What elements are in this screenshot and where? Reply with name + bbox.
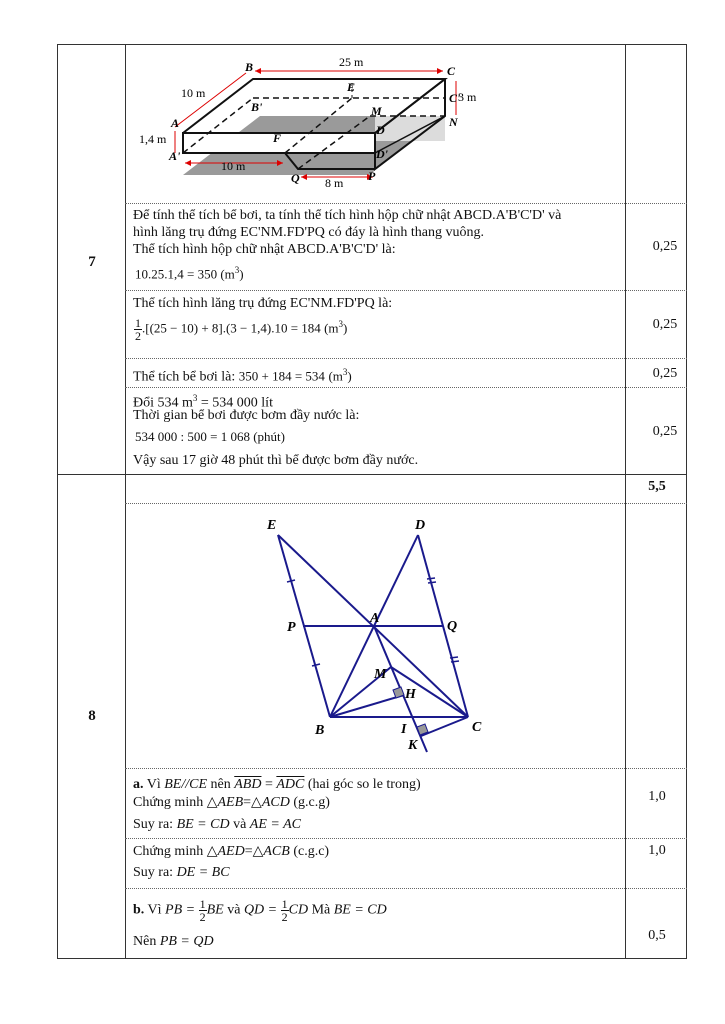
- math-expr: △AED: [206, 844, 245, 859]
- formula-close: ): [343, 320, 348, 336]
- row-divider: [125, 290, 687, 291]
- label-D-prime: D': [376, 147, 388, 161]
- score: 0,25: [652, 366, 678, 381]
- segment-BH: [330, 695, 404, 717]
- formula-close: ): [239, 266, 244, 282]
- score: 0,5: [648, 928, 666, 943]
- math-expr: △AEB: [206, 795, 244, 810]
- q8-row2-line1: [133, 843, 329, 860]
- formula-text: 350 + 184 = 534: [238, 368, 325, 384]
- row-divider: [125, 358, 687, 359]
- equals: =: [244, 844, 253, 859]
- formula-exponent: 3: [338, 319, 344, 329]
- row-text: Vì: [146, 777, 161, 792]
- formula-unit: (phút): [253, 429, 285, 444]
- row-text: (c.g.c): [293, 844, 330, 859]
- row-text: (g.c.g): [293, 795, 330, 810]
- segment-CK: [421, 717, 468, 736]
- label-N: N: [449, 115, 458, 129]
- label-D: D: [376, 123, 385, 137]
- label-C: C: [447, 64, 456, 78]
- formula-unit: (m: [328, 368, 343, 384]
- q8-a-line1: [133, 776, 421, 793]
- formula-text: 534 000 : 500 = 1 068: [135, 429, 250, 444]
- part-label: a.: [133, 777, 144, 792]
- math-expr: QD =: [243, 902, 278, 918]
- row-text: = 534 000 lít: [197, 395, 273, 411]
- q7-row4-formula: [135, 428, 285, 445]
- tick-mark: [427, 578, 435, 579]
- math-expr: CD: [288, 902, 309, 918]
- formula-close: ): [347, 368, 352, 384]
- row-text: Suy ra:: [133, 865, 174, 880]
- label-F: F: [273, 131, 282, 145]
- table-border-left: [57, 44, 58, 959]
- tick-mark: [451, 661, 459, 662]
- math-expr: BE: [206, 902, 224, 918]
- math-expr: PB =: [165, 902, 196, 918]
- row-text: Thể tích bể bơi là:: [133, 369, 236, 385]
- label-B-prime: B': [251, 100, 263, 114]
- label-A-prime: A': [169, 149, 181, 163]
- table-section-divider: [57, 474, 687, 475]
- label-P: P: [368, 169, 376, 183]
- math-expr: △ACD: [251, 795, 290, 810]
- frac-denominator: 2: [281, 910, 288, 924]
- score: 1,0: [648, 843, 666, 858]
- math-expr: DE = BC: [176, 865, 230, 880]
- q7-row1-line: hình lăng trụ đứng EC'NM.FD'PQ có đáy là hình thang vuông.: [133, 225, 484, 240]
- score: 0,25: [652, 424, 678, 439]
- dim-label-bottom: 10 m: [221, 159, 246, 173]
- row-text: Đổi 534 m: [133, 395, 193, 411]
- formula-text: 10.25.1,4 = 350: [135, 266, 218, 282]
- score: 0,25: [652, 317, 678, 332]
- row-divider: [125, 387, 687, 388]
- table-border-bottom: [57, 958, 687, 959]
- exponent: 3: [192, 393, 198, 403]
- dim-left: [175, 73, 246, 127]
- row-text: và: [233, 817, 247, 832]
- label-M: M: [374, 667, 387, 682]
- row-text: (hai góc so le trong): [307, 777, 421, 792]
- q8-a-line2: [133, 794, 330, 811]
- q7-row4-line4: Vậy sau 17 giờ 48 phút thì bể được bơm đầy nước.: [133, 453, 419, 468]
- label-M: M: [371, 104, 382, 118]
- q7-row2-line: Thể tích hình lăng trụ đứng EC'NM.FD'PQ là:: [133, 296, 393, 311]
- tick-mark: [312, 664, 320, 666]
- row-text: Suy ra:: [133, 817, 174, 832]
- tick-mark: [287, 580, 295, 582]
- dim-label-top: 25 m: [339, 55, 364, 69]
- frac-denominator: 2: [135, 328, 141, 343]
- label-Q: Q: [291, 171, 300, 185]
- label-A: A: [370, 611, 380, 626]
- q8-a-line3: [133, 816, 301, 833]
- frac-denominator: 2: [199, 910, 206, 924]
- total-score: 5,5: [648, 479, 666, 494]
- math-expr: △ACB: [252, 844, 290, 859]
- dim-label-height-right: 3 m: [458, 90, 477, 104]
- label-H: H: [405, 687, 416, 702]
- q7-row3: [133, 364, 352, 386]
- fraction: [199, 898, 207, 923]
- frac-numerator: 1: [281, 897, 288, 911]
- math-expr: BE//CE: [164, 777, 208, 792]
- math-expr: PB = QD: [159, 934, 214, 949]
- q7-row1-formula: [135, 262, 244, 282]
- part-label: b.: [133, 902, 145, 918]
- label-K: K: [408, 738, 418, 753]
- row-divider: [125, 838, 687, 839]
- angle-expr: $\overline{ADC}$: [276, 777, 305, 792]
- formula-text: .[(25 − 10) + 8].(3 − 1,4).10 = 184: [142, 320, 321, 336]
- label-E: E: [267, 518, 277, 533]
- row-divider: [125, 768, 687, 769]
- math-expr: BE = CD: [176, 817, 230, 832]
- label-B: B: [245, 60, 254, 74]
- label-B: B: [315, 723, 325, 738]
- frac-numerator: 1: [199, 897, 206, 911]
- question-number: 8: [88, 708, 96, 724]
- equals: =: [243, 795, 252, 810]
- q7-row1-line: Thể tích hình hộp chữ nhật ABCD.A'B'C'D' là:: [133, 242, 396, 257]
- q8-row2-line2: [133, 864, 230, 881]
- math-expr: BE = CD: [333, 902, 387, 918]
- q8-b-line2: [133, 933, 214, 950]
- row-text: Chứng minh: [133, 844, 204, 859]
- row-text: Chứng minh: [133, 795, 204, 810]
- label-Q: Q: [447, 619, 458, 634]
- row-divider: [125, 203, 687, 204]
- q7-row2-formula: [134, 316, 347, 342]
- tick-mark: [428, 582, 436, 583]
- label-D: D: [415, 518, 426, 533]
- formula-exponent: 3: [342, 367, 348, 377]
- fraction: [134, 317, 142, 342]
- label-I: I: [401, 722, 407, 737]
- label-E: E: [347, 80, 356, 94]
- label-P: P: [287, 620, 296, 635]
- q7-row4-line2: Thời gian bể bơi được bơm đầy nước là:: [133, 408, 360, 423]
- pool-figure: [125, 45, 625, 203]
- label-C-prime: C': [449, 91, 461, 105]
- q8-b-line1: [133, 898, 387, 923]
- score: 0,25: [652, 239, 678, 254]
- formula-unit: (m: [324, 320, 339, 336]
- row-text: nên: [210, 777, 231, 792]
- dim-label-height-left: 1,4 m: [139, 132, 167, 146]
- row-text: Nên: [133, 934, 157, 949]
- dim-label-left: 10 m: [181, 86, 206, 100]
- q7-row1-line: Để tính thể tích bể bơi, ta tính thể tích hình hộp chữ nhật ABCD.A'B'C'D' và: [133, 208, 562, 223]
- label-A: A: [171, 116, 180, 130]
- math-expr: AE = AC: [249, 817, 301, 832]
- geometry-figure: [125, 504, 625, 768]
- equals: =: [264, 777, 273, 792]
- question-number: 7: [88, 254, 96, 270]
- row-text: Mà: [311, 902, 331, 918]
- formula-exponent: 3: [234, 265, 240, 275]
- tick-mark: [450, 657, 458, 658]
- label-C: C: [472, 720, 482, 735]
- deep-wall: [375, 116, 445, 141]
- fraction: [281, 898, 289, 923]
- frac-numerator: 1: [135, 315, 141, 330]
- table-border-right: [686, 44, 687, 959]
- row-divider: [125, 888, 687, 889]
- angle-expr: $\overline{ABD}$: [234, 777, 262, 792]
- score: 1,0: [648, 789, 666, 804]
- row-text: và: [227, 902, 241, 918]
- row-text: Vì: [147, 902, 162, 918]
- formula-unit: (m: [220, 266, 235, 282]
- table-divider-2: [625, 44, 626, 959]
- dim-label-qp: 8 m: [325, 176, 344, 190]
